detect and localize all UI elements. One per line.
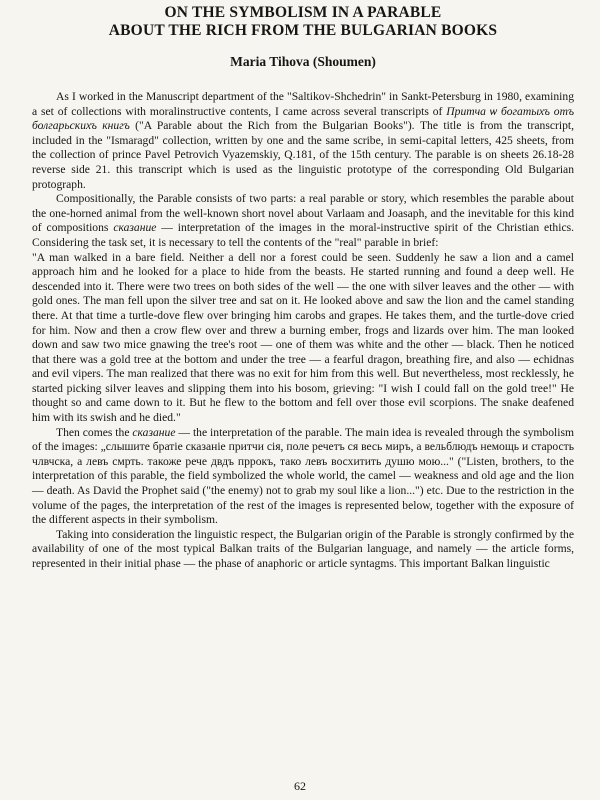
paragraph-text: As I worked in the Manuscript department of the "Saltikov-Shchedrin" in Sankt-Petersburg in 1980, examining a set of collections with moralinstructive contents, I came across several transcripts of xyxy=(32,90,574,118)
paragraph-text: Compositionally, the Parable consists of two parts: a real parable or story, which resembles the parable about the one-horned animal from the well-known short novel about Varlaam and Joasaph, and the inevitable for this kind of compositions xyxy=(32,192,574,235)
paragraph-text: — interpretation of the images in the moral-instructive spirit of the Christian ethics. Considering the task set, it is necessary to tell the contents of the "real" parable in brief: xyxy=(32,221,575,249)
paragraph-5 xyxy=(32,528,574,572)
paragraph-quote xyxy=(32,251,574,426)
old-slavonic-title: Притча ѡ богатыхъ отъ болгарьскихъ книгъ xyxy=(32,104,574,133)
title-line-2: ABOUT THE RICH FROM THE BULGARIAN BOOKS xyxy=(108,22,498,39)
paragraph-text: ("A Parable about the Rich from the Bulgarian Books"). The title is from the transcript, included in the "Ismaragd" collection, written by one and the same scribe, in semi-capital letters, 425 sheets, from the collection of prince Pavel Petrovich Vyazemskiy, Q.181, of the 15th century. The parable is on sheets 26.18-28 reverse side 21. this transcript which is used as the linguistic prototype of the corresponding Old Bulgarian protograph. xyxy=(32,119,574,191)
article-title xyxy=(32,0,574,40)
title-line-1: ON THE SYMBOLISM IN A PARABLE xyxy=(164,4,442,21)
paragraph-text: — the interpretation of the parable. The main idea is revealed through the symbolism of the images: „слышите братіе сказаніе притчи сія, поле речетъ ся весь миръ, а вельблюдъ немощь и старость члвчска, а левъ смрть. такоже рече двдъ пррокъ, тако левъ восхитить душю мою..." ("Listen, brothers, to the interpretation of this parable, the field symbolized the whole world, the camel — weakness and old age and the lion — death. As David the Prophet said ("the enemy) not to grab my soul like a lion...") etc. Due to the restriction in the volume of the pages, the interpretation of the rest of the images is represented below, together with the exposure of the different aspects in their symbolism. xyxy=(32,425,574,527)
author-line: Maria Tihova (Shoumen) xyxy=(230,54,376,69)
article-body xyxy=(32,90,574,572)
old-slavonic-term: сказание xyxy=(113,221,157,235)
paragraph-2 xyxy=(32,192,574,250)
paragraph-4 xyxy=(32,426,574,528)
paragraph-text: Taking into consideration the linguistic respect, the Bulgarian origin of the Parable is strongly confirmed by the availability of one of the most typical Balkan traits of the Bulgarian language, and namely — the article forms, represented in their initial phase — the phase of anaphoric or article syntagms. This important Balkan linguistic xyxy=(32,527,574,570)
paragraph-text: Then comes the xyxy=(56,425,133,439)
paragraph-1 xyxy=(32,90,574,192)
paragraph-text: "A man walked in a bare field. Neither a dell nor a forest could be seen. Suddenly he saw a lion and a camel approach him and he looked for a place to hide from the beasts. He started running and found a deep well. He descended into it. There were two trees on both sides of the well — the one with silver leaves and the other — with gold ones. The man fell upon the silver tree and sat on it. He looked above and saw the lion and the camel standing there. At that time a turtle-dove flew over bringing him carobs and grapes. He takes them, and the turtle-dove cried for him. Now and then a crow flew over and threw a burning ember, frogs and lizards over him. The man looked down and saw two mice gnawing the tree's root — one of them was white and the other — black. Then he noticed that there was a gold tree at the bottom and under the tree — a fearful dragon, breathing fire, and also — echidnas and evil vipers. The man realized that there was no exit for him from this well. But nevertheless, most recklessly, he started picking silver leaves and slipping them into his bosom, grieving: "I wish I could fall on the gold tree!" He thought so and came down to it. But he flew to the bottom and fell over those evil scorpions. The snake deafened him with its swish and he died." xyxy=(32,250,574,425)
page-number: 62 xyxy=(294,779,306,793)
old-slavonic-term: сказание xyxy=(132,425,176,439)
